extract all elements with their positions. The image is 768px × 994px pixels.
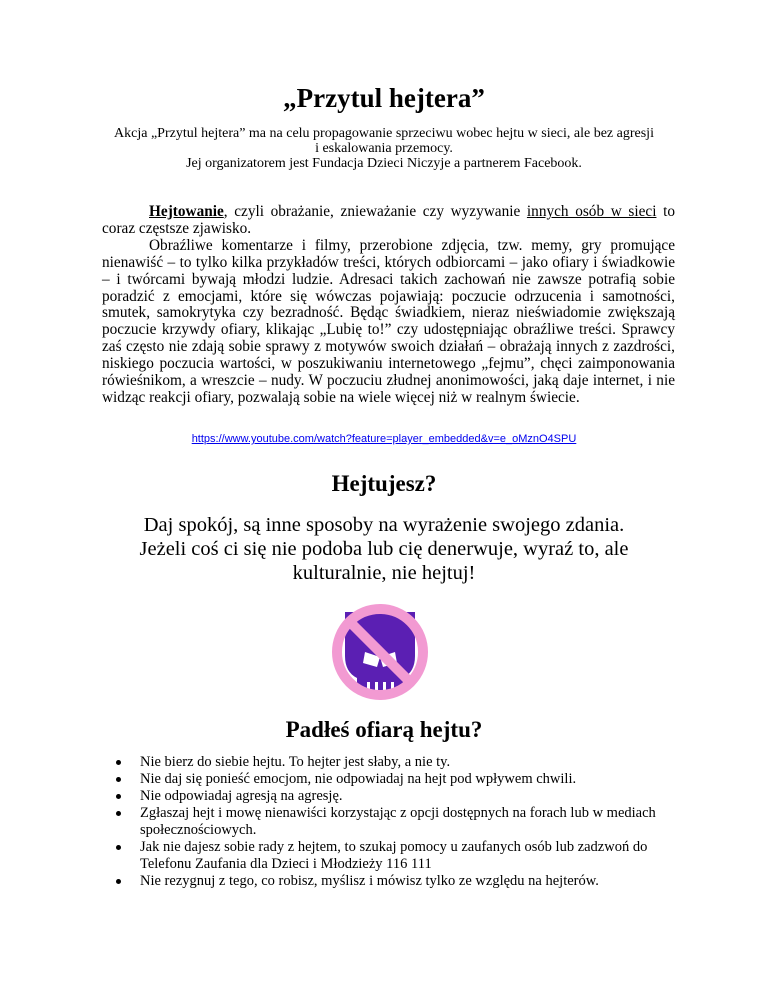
list-item xyxy=(116,771,656,788)
list-item-text: Jak nie dajesz sobie rady z hejtem, to szukaj pomocy u zaufanych osób lub zadzwoń do Telefonu Zaufania dla Dzieci i Młodzieży 116 111 xyxy=(140,839,648,872)
section-heading-ofiara: Padłeś ofiarą hejtu? xyxy=(285,717,483,742)
list-item xyxy=(116,805,656,839)
bullet-icon xyxy=(116,760,121,765)
bullet-icon xyxy=(116,811,121,816)
intro-line-3: Jej organizatorem jest Fundacja Dzieci Niczyje a partnerem Facebook. xyxy=(186,156,582,171)
bullet-icon xyxy=(116,794,121,799)
list-item xyxy=(116,788,656,805)
bullet-icon xyxy=(116,777,121,782)
paragraph-1-mid: , czyli obrażanie, znieważanie czy wyzywanie xyxy=(223,203,527,220)
section-1-line-2: Jeżeli coś ci się nie podoba lub cię denerwuje, wyraź to, ale xyxy=(139,538,629,560)
paragraph-2: Obraźliwe komentarze i filmy, przerobione zdjęcia, tzw. memy, gry promujące nienawiść – to tylko kilka przykładów treści, których odbiorcami – jako ofiary i świadkowie – i twórcami bywają młodzi ludzie. Adresaci takich zachowań nie zawsze potrafią sobie poradzić z emocjami, które się wówczas pojawiają: poczucie odrzucenia i samotności, smutek, samokrytyka czy bezradność. Będąc świadkiem, nieraz nieświadomie zwiększają poczucie krzywdy ofiary, klikając „Lubię to!” czy udostępniając obraźliwe treści. Sprawcy zaś często nie zdają sobie sprawy z motywów swoich działań – obrażają innych z zazdrości, niskiego poczucia wartości, w poszukiwaniu internetowego „fejmu”, chęci zaimponowania rówieśnikom, a wreszcie – nudy. W poczuciu złudnej anonimowości, jaką daje internet, i nie widząc reakcji ofiary, pozwalają sobie na wiele więcej niż w realnym świecie. xyxy=(102,236,675,406)
youtube-link[interactable]: https://www.youtube.com/watch?feature=player_embedded&v=e_oMznO4SPU xyxy=(191,433,577,445)
section-1-line-1: Daj spokój, są inne sposoby na wyrażenie swojego zdania. xyxy=(143,514,625,536)
list-item-text: Nie daj się ponieść emocjom, nie odpowiadaj na hejt pod wpływem chwili. xyxy=(140,771,577,787)
bullet-icon xyxy=(116,879,121,884)
body-text xyxy=(102,204,675,407)
list-item xyxy=(116,839,656,873)
section-1-line-3: kulturalnie, nie hejtuj! xyxy=(292,562,476,584)
list-item xyxy=(116,873,656,890)
list-item xyxy=(116,754,656,771)
intro-line-1: Akcja „Przytul hejtera” ma na celu propagowanie sprzeciwu wobec hejtu w sieci, ale bez agresji xyxy=(114,126,654,141)
intro-block xyxy=(100,126,668,171)
underlined-phrase: innych osób w sieci xyxy=(526,203,657,220)
paragraph-1-end: to coraz częstsze zjawisko. xyxy=(102,203,675,237)
no-hate-skull-icon-svg xyxy=(317,598,443,702)
section-1-text xyxy=(110,513,658,585)
tips-list xyxy=(116,754,656,890)
paragraph-1 xyxy=(102,204,675,238)
list-item-text: Nie odpowiadaj agresją na agresję. xyxy=(140,788,343,804)
bullet-icon xyxy=(116,845,121,850)
list-item-text: Nie rezygnuj z tego, co robisz, myślisz i mówisz tylko ze względu na hejterów. xyxy=(140,873,599,889)
intro-line-2: i eskalowania przemocy. xyxy=(315,141,453,156)
page-title: „Przytul hejtera” xyxy=(283,83,485,113)
section-heading-hejtujesz: Hejtujesz? xyxy=(331,471,437,496)
no-hate-skull-icon xyxy=(317,598,443,702)
list-item-text: Zgłaszaj hejt i mowę nienawiści korzystając z opcji dostępnych na forach lub w mediach społecznościowych. xyxy=(140,805,656,838)
link-container xyxy=(0,432,768,446)
list-item-text: Nie bierz do siebie hejtu. To hejter jest słaby, a nie ty. xyxy=(140,754,451,770)
term-hejtowanie: Hejtowanie xyxy=(149,203,224,220)
